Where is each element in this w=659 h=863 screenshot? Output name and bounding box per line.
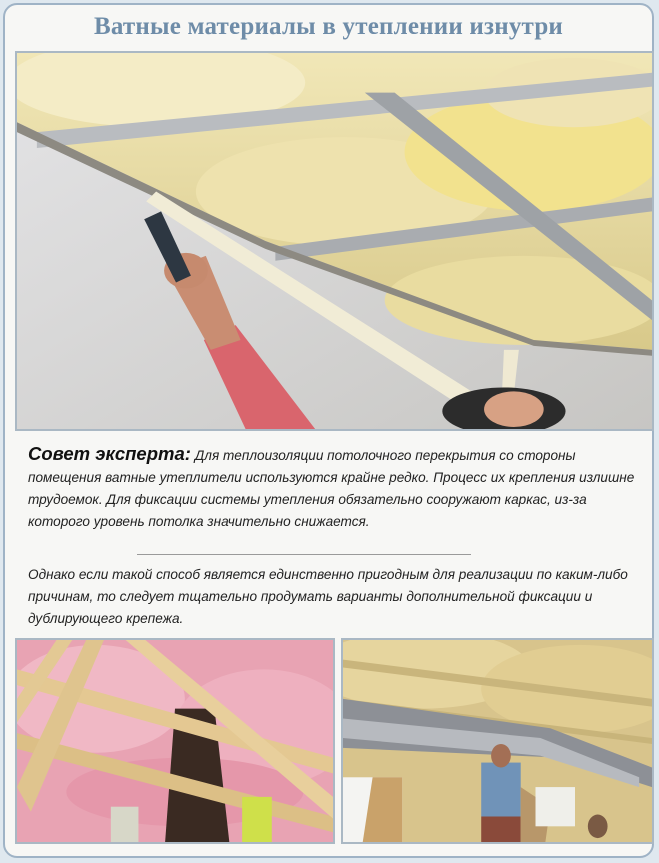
pink-insulation-photo <box>15 638 335 844</box>
expert-tip-lead: Совет эксперта: <box>28 443 191 464</box>
ceiling-insulation-illustration <box>17 53 652 429</box>
expert-tip <box>28 443 638 533</box>
divider <box>137 554 471 555</box>
foil-insulation-photo <box>341 638 654 844</box>
expert-tip-text: Для теплоизоляции потолочного перекрытия со стороны помещения ватные утеплители используются крайне редко. Процесс их крепления излишне трудоемок. Для фиксации системы утепления обязательно сооружают каркас, из-за которого уровень потолка значительно снижается. <box>28 448 635 529</box>
infographic-card <box>3 3 654 858</box>
expert-note: Однако если такой способ является единственно пригодным для реализации по каким-либо причинам, то следует тщательно продумать варианты дополнительной фиксации и дублирующего крепежа. <box>28 567 628 626</box>
ceiling-insulation-photo <box>15 51 654 431</box>
page-title: Ватные материалы в утеплении изнутри <box>93 13 564 40</box>
pink-insulation-illustration <box>17 640 333 842</box>
foil-insulation-illustration <box>343 640 652 842</box>
